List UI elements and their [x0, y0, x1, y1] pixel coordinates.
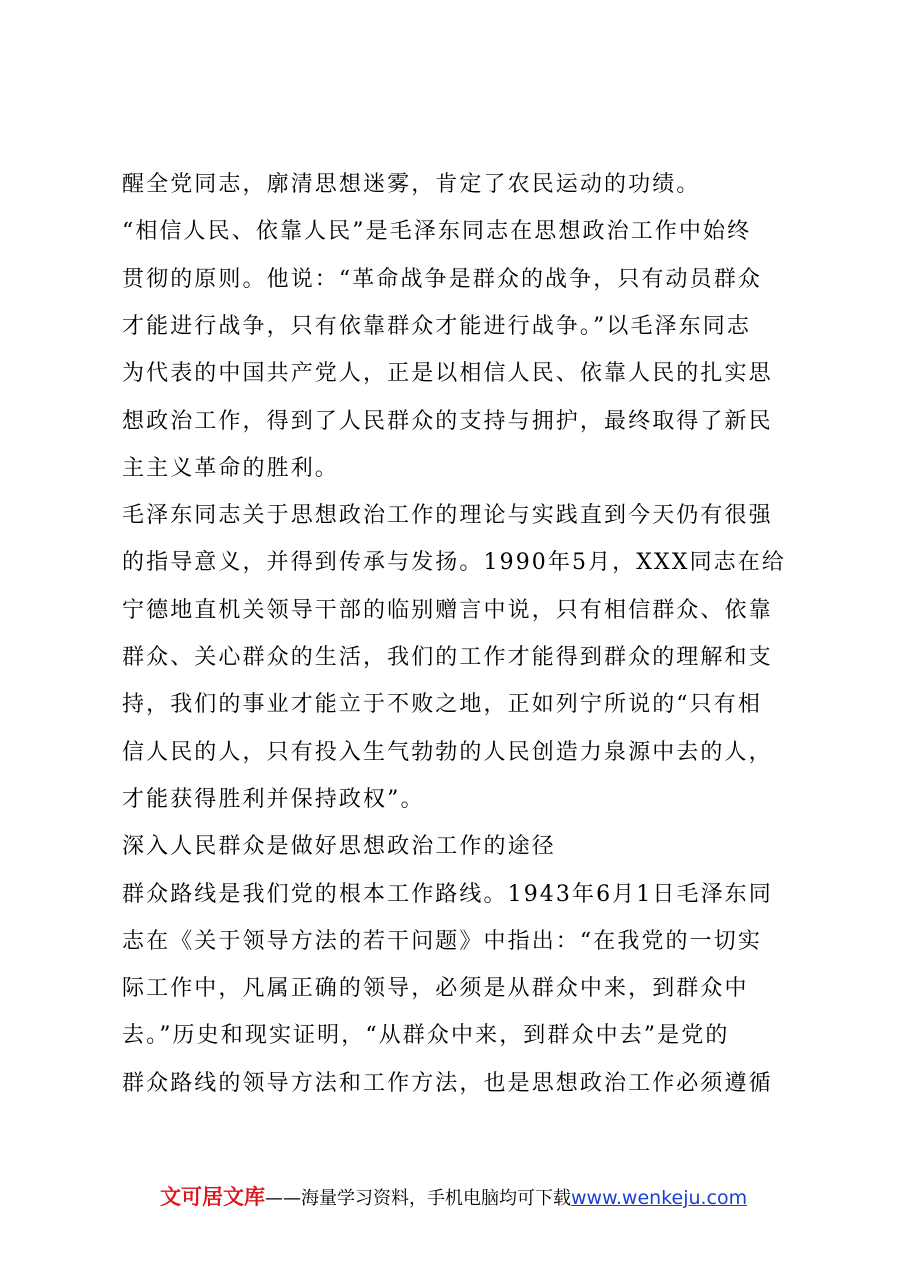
body-text-line: 才能进行战争，只有依靠群众才能进行战争。”以毛泽东同志	[122, 314, 751, 339]
body-text-line: 信人民的人，只有投入生气勃勃的人民创造力泉源中去的人，	[122, 740, 773, 765]
body-text-line: 的指导意义，并得到传承与发扬。1990年5月，XXX同志在给	[122, 550, 786, 575]
footer-banner	[160, 1183, 860, 1213]
footer-link[interactable]: www.wenkeju.com	[571, 1187, 748, 1209]
body-text-line: 才能获得胜利并保持政权”。	[122, 787, 425, 812]
body-text-line: 毛泽东同志关于思想政治工作的理论与实践直到今天仍有很强	[122, 503, 773, 528]
footer-brand: 文可居文库	[160, 1185, 265, 1209]
body-text-line: 持，我们的事业才能立于不败之地，正如列宁所说的“只有相	[122, 692, 762, 717]
body-text-line: 主主义革命的胜利。	[122, 456, 339, 481]
body-text-line: “相信人民、依靠人民”是毛泽东同志在思想政治工作中始终	[122, 219, 752, 244]
body-text-line: 群众、关心群众的生活，我们的工作才能得到群众的理解和支	[122, 645, 773, 670]
body-text-line: 贯彻的原则。他说：“革命战争是群众的战争，只有动员群众	[122, 267, 762, 292]
section-heading: 深入人民群众是做好思想政治工作的途径	[122, 834, 556, 859]
body-text-line: 去。”历史和现实证明，“从群众中来，到群众中去”是党的	[122, 1023, 730, 1048]
body-text-line: 群众路线是我们党的根本工作路线。1943年6月1日毛泽东同	[122, 882, 773, 907]
body-text-line: 宁德地直机关领导干部的临别赠言中说，只有相信群众、依靠	[122, 598, 773, 623]
body-text-line: 醒全党同志，廓清思想迷雾，肯定了农民运动的功绩。	[122, 172, 701, 197]
body-text-line: 为代表的中国共产党人，正是以相信人民、依靠人民的扎实思	[122, 361, 773, 386]
footer-tagline: ——海量学习资料，手机电脑均可下载	[265, 1188, 571, 1209]
body-text-line: 志在《关于领导方法的若干问题》中指出：“在我党的一切实	[122, 929, 762, 954]
body-text-line: 际工作中，凡属正确的领导，必须是从群众中来，到群众中	[122, 976, 749, 1001]
body-text-line: 想政治工作，得到了人民群众的支持与拥护，最终取得了新民	[122, 409, 773, 434]
body-text-line: 群众路线的领导方法和工作方法，也是思想政治工作必须遵循	[122, 1071, 773, 1096]
